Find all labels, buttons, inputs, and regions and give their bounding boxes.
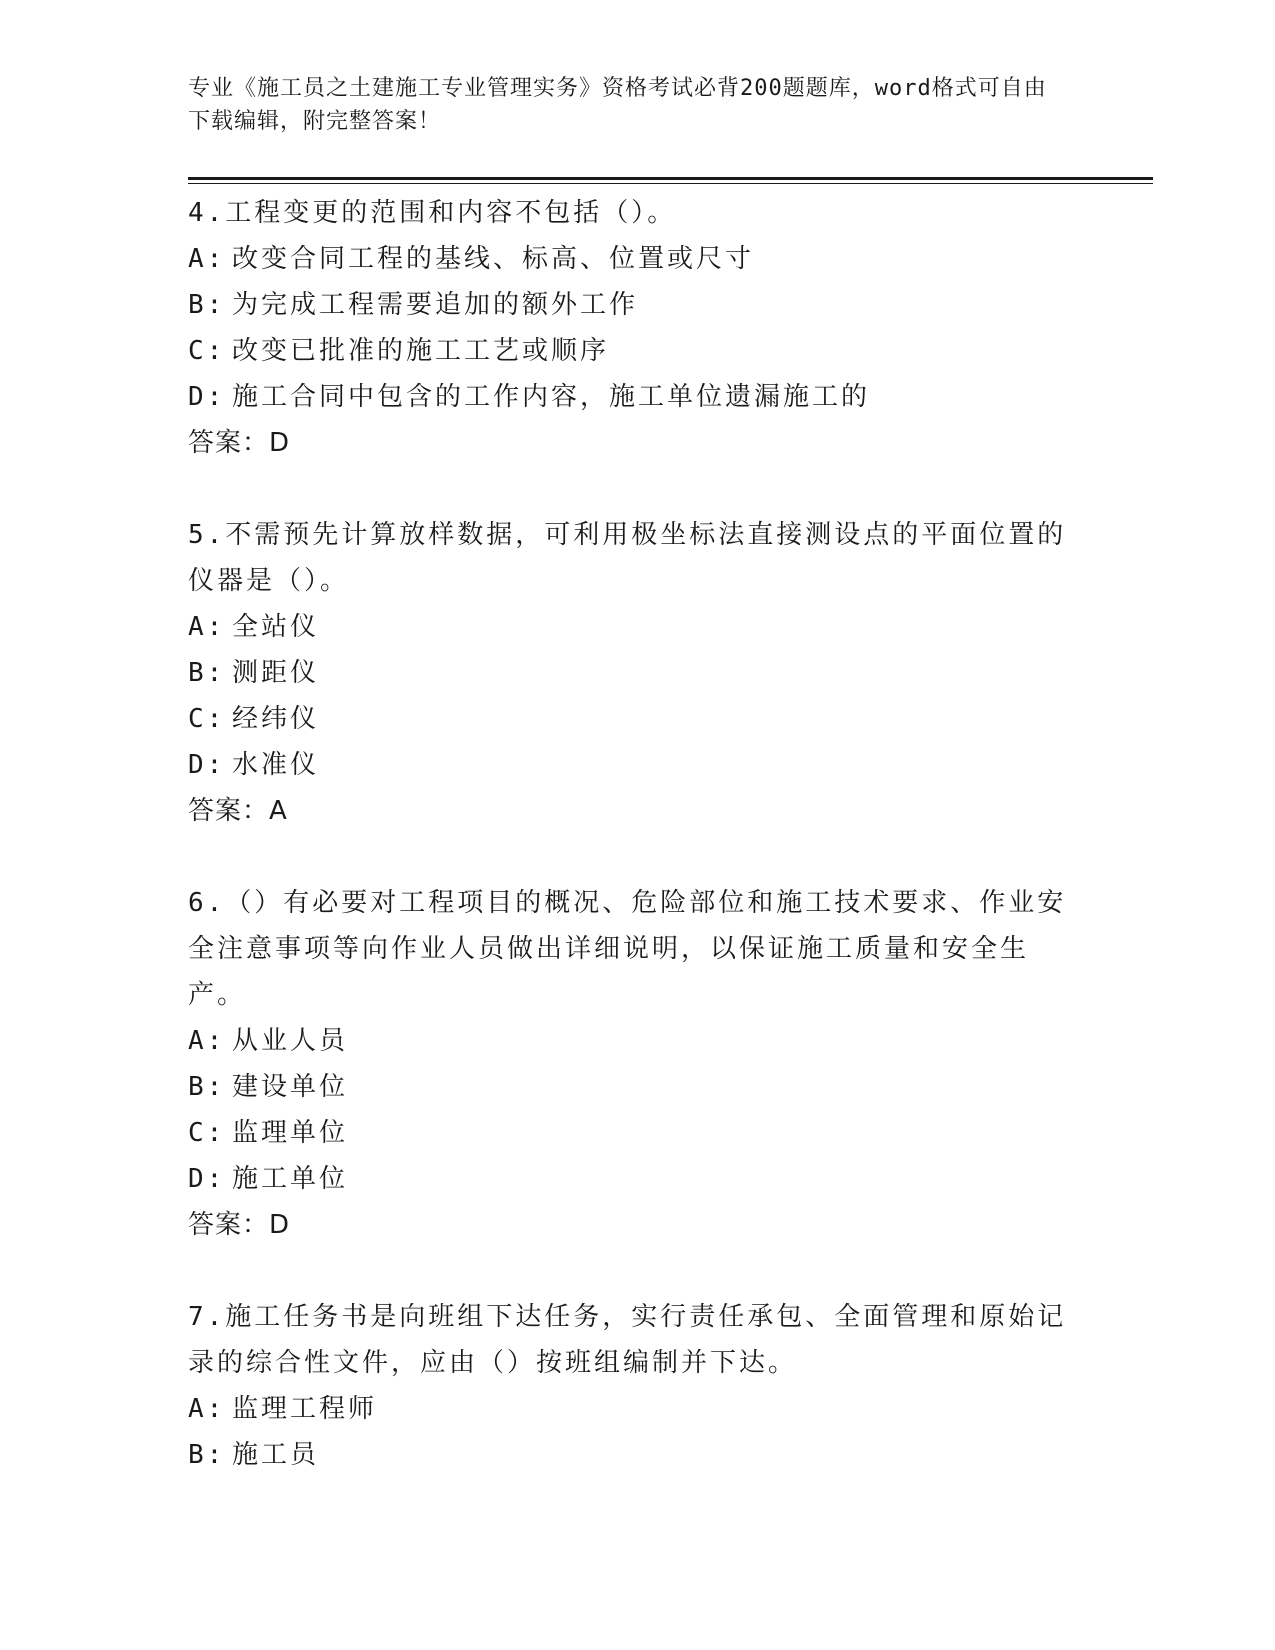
option-letter: D: bbox=[188, 382, 226, 412]
question-list bbox=[188, 190, 1068, 1478]
question-spacer bbox=[188, 834, 1068, 880]
option-a bbox=[188, 1386, 1068, 1432]
option-letter: C: bbox=[188, 704, 226, 734]
option-text: 改变合同工程的基线、标高、位置或尺寸 bbox=[232, 244, 755, 274]
option-text: 建设单位 bbox=[232, 1072, 349, 1102]
option-text: 施工员 bbox=[232, 1440, 320, 1470]
option-letter: D: bbox=[188, 750, 226, 780]
option-text: 为完成工程需要追加的额外工作 bbox=[232, 290, 639, 320]
option-letter: D: bbox=[188, 1164, 226, 1194]
option-letter: B: bbox=[188, 290, 226, 320]
option-letter: B: bbox=[188, 1440, 226, 1470]
option-letter: A: bbox=[188, 1394, 226, 1424]
answer-line: 答案：A bbox=[188, 796, 288, 826]
option-letter: B: bbox=[188, 658, 226, 688]
option-text: 监理单位 bbox=[232, 1118, 349, 1148]
question-block bbox=[188, 190, 1068, 466]
option-b bbox=[188, 1064, 1068, 1110]
option-b bbox=[188, 1432, 1068, 1478]
option-text: 改变已批准的施工工艺或顺序 bbox=[232, 336, 610, 366]
option-letter: B: bbox=[188, 1072, 226, 1102]
option-d bbox=[188, 1156, 1068, 1202]
question-stem: 7.施工任务书是向班组下达任务，实行责任承包、全面管理和原始记录的综合性文件，应由（）按班组编制并下达。 bbox=[188, 1302, 1067, 1378]
option-text: 水准仪 bbox=[232, 750, 320, 780]
answer-line: 答案：D bbox=[188, 428, 291, 458]
question-block bbox=[188, 1294, 1068, 1478]
option-text: 从业人员 bbox=[232, 1026, 349, 1056]
option-text: 测距仪 bbox=[232, 658, 320, 688]
option-d bbox=[188, 742, 1068, 788]
question-spacer bbox=[188, 1248, 1068, 1294]
question-stem: 6.（）有必要对工程项目的概况、危险部位和施工技术要求、作业安全注意事项等向作业人员做出详细说明，以保证施工质量和安全生产。 bbox=[188, 888, 1067, 1010]
option-letter: C: bbox=[188, 336, 226, 366]
option-c bbox=[188, 1110, 1068, 1156]
option-d bbox=[188, 374, 1068, 420]
option-letter: A: bbox=[188, 1026, 226, 1056]
option-text: 全站仪 bbox=[232, 612, 320, 642]
option-letter: A: bbox=[188, 612, 226, 642]
option-letter: C: bbox=[188, 1118, 226, 1148]
option-a bbox=[188, 1018, 1068, 1064]
question-stem: 4.工程变更的范围和内容不包括（）。 bbox=[188, 198, 677, 228]
option-text: 施工合同中包含的工作内容，施工单位遗漏施工的 bbox=[232, 382, 871, 412]
option-letter: A: bbox=[188, 244, 226, 274]
option-text: 监理工程师 bbox=[232, 1394, 378, 1424]
option-a bbox=[188, 236, 1068, 282]
question-block bbox=[188, 512, 1068, 834]
header-divider-thick bbox=[188, 177, 1153, 180]
document-header: 专业《施工员之土建施工专业管理实务》资格考试必背200题题库，word格式可自由下载编辑，附完整答案！ bbox=[188, 76, 1047, 134]
option-c bbox=[188, 696, 1068, 742]
option-b bbox=[188, 282, 1068, 328]
question-spacer bbox=[188, 466, 1068, 512]
option-text: 经纬仪 bbox=[232, 704, 320, 734]
option-b bbox=[188, 650, 1068, 696]
answer-line: 答案：D bbox=[188, 1210, 291, 1240]
option-text: 施工单位 bbox=[232, 1164, 349, 1194]
option-c bbox=[188, 328, 1068, 374]
question-stem: 5.不需预先计算放样数据，可利用极坐标法直接测设点的平面位置的仪器是（）。 bbox=[188, 520, 1067, 596]
option-a bbox=[188, 604, 1068, 650]
header-divider-thin bbox=[188, 183, 1153, 184]
question-block bbox=[188, 880, 1068, 1248]
